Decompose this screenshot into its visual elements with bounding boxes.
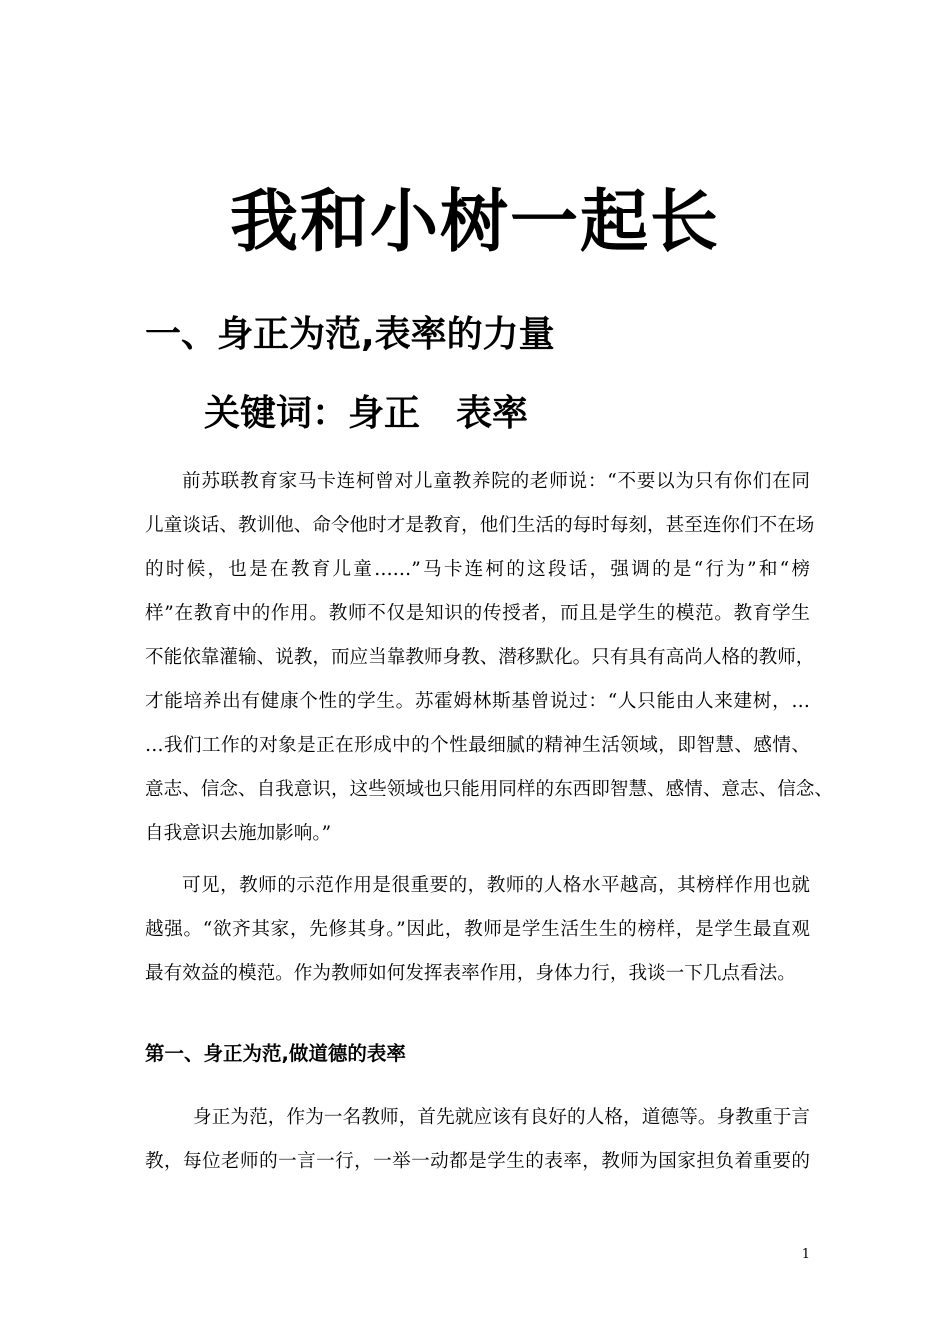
keywords-label: 关键词： xyxy=(204,393,349,434)
document-title: 我和小树一起长 xyxy=(229,183,720,262)
text-line: 才能培养出有健康个性的学生。苏霍姆林斯基曾说过：“人只能由人来建树，… xyxy=(145,691,810,712)
text-line: 前苏联教育家马卡连柯曾对儿童教养院的老师说：“不要以为只有你们在同 xyxy=(182,471,810,492)
paragraph-section-one xyxy=(145,1096,810,1184)
text-line: 意志、信念、自我意识，这些领域也只能用同样的东西即智慧、感情、意志、信念、 xyxy=(145,779,833,800)
keyword-term: 身正 xyxy=(348,393,421,434)
text-line: 最有效益的模范。作为教师如何发挥表率作用，身体力行，我谈一下几点看法。 xyxy=(145,963,796,984)
text-line: 身正为范，作为一名教师，首先就应该有良好的人格，道德等。身教重于言 xyxy=(193,1107,810,1128)
text-line: 样”在教育中的作用。教师不仅是知识的传授者，而且是学生的模范。教育学生 xyxy=(145,603,810,624)
text-line: 越强。“欲齐其家，先修其身。”因此，教师是学生活生生的榜样，是学生最直观 xyxy=(145,919,810,940)
paragraph-conclusion xyxy=(145,864,810,996)
text-line: 的时候，也是在教育儿童……”马卡连柯的这段话，强调的是“行为”和“榜 xyxy=(145,559,810,580)
paragraph-intro xyxy=(145,460,833,856)
text-line: 教，每位老师的一言一行，一举一动都是学生的表率，教师为国家担负着重要的 xyxy=(145,1151,810,1172)
subsection-heading: 第一、身正为范,做道德的表率 xyxy=(145,1042,406,1065)
text-line: 不能依靠灌输、说教，而应当靠教师身教、潜移默化。只有具有高尚人格的教师， xyxy=(145,647,815,668)
section-heading: 一、身正为范,表率的力量 xyxy=(145,314,555,355)
text-line: 儿童谈话、教训他、命令他时才是教育，他们生活的每时每刻，甚至连你们不在场 xyxy=(145,515,815,536)
text-line: 自我意识去施加影响。” xyxy=(145,823,332,844)
text-line: 可见，教师的示范作用是很重要的，教师的人格水平越高，其榜样作用也就 xyxy=(182,875,810,896)
keywords-line xyxy=(204,388,528,440)
page-number: 1 xyxy=(801,1247,810,1262)
keyword-term: 表率 xyxy=(456,393,529,434)
text-line: …我们工作的对象是正在形成中的个性最细腻的精神生活领域，即智慧、感情、 xyxy=(145,735,810,756)
